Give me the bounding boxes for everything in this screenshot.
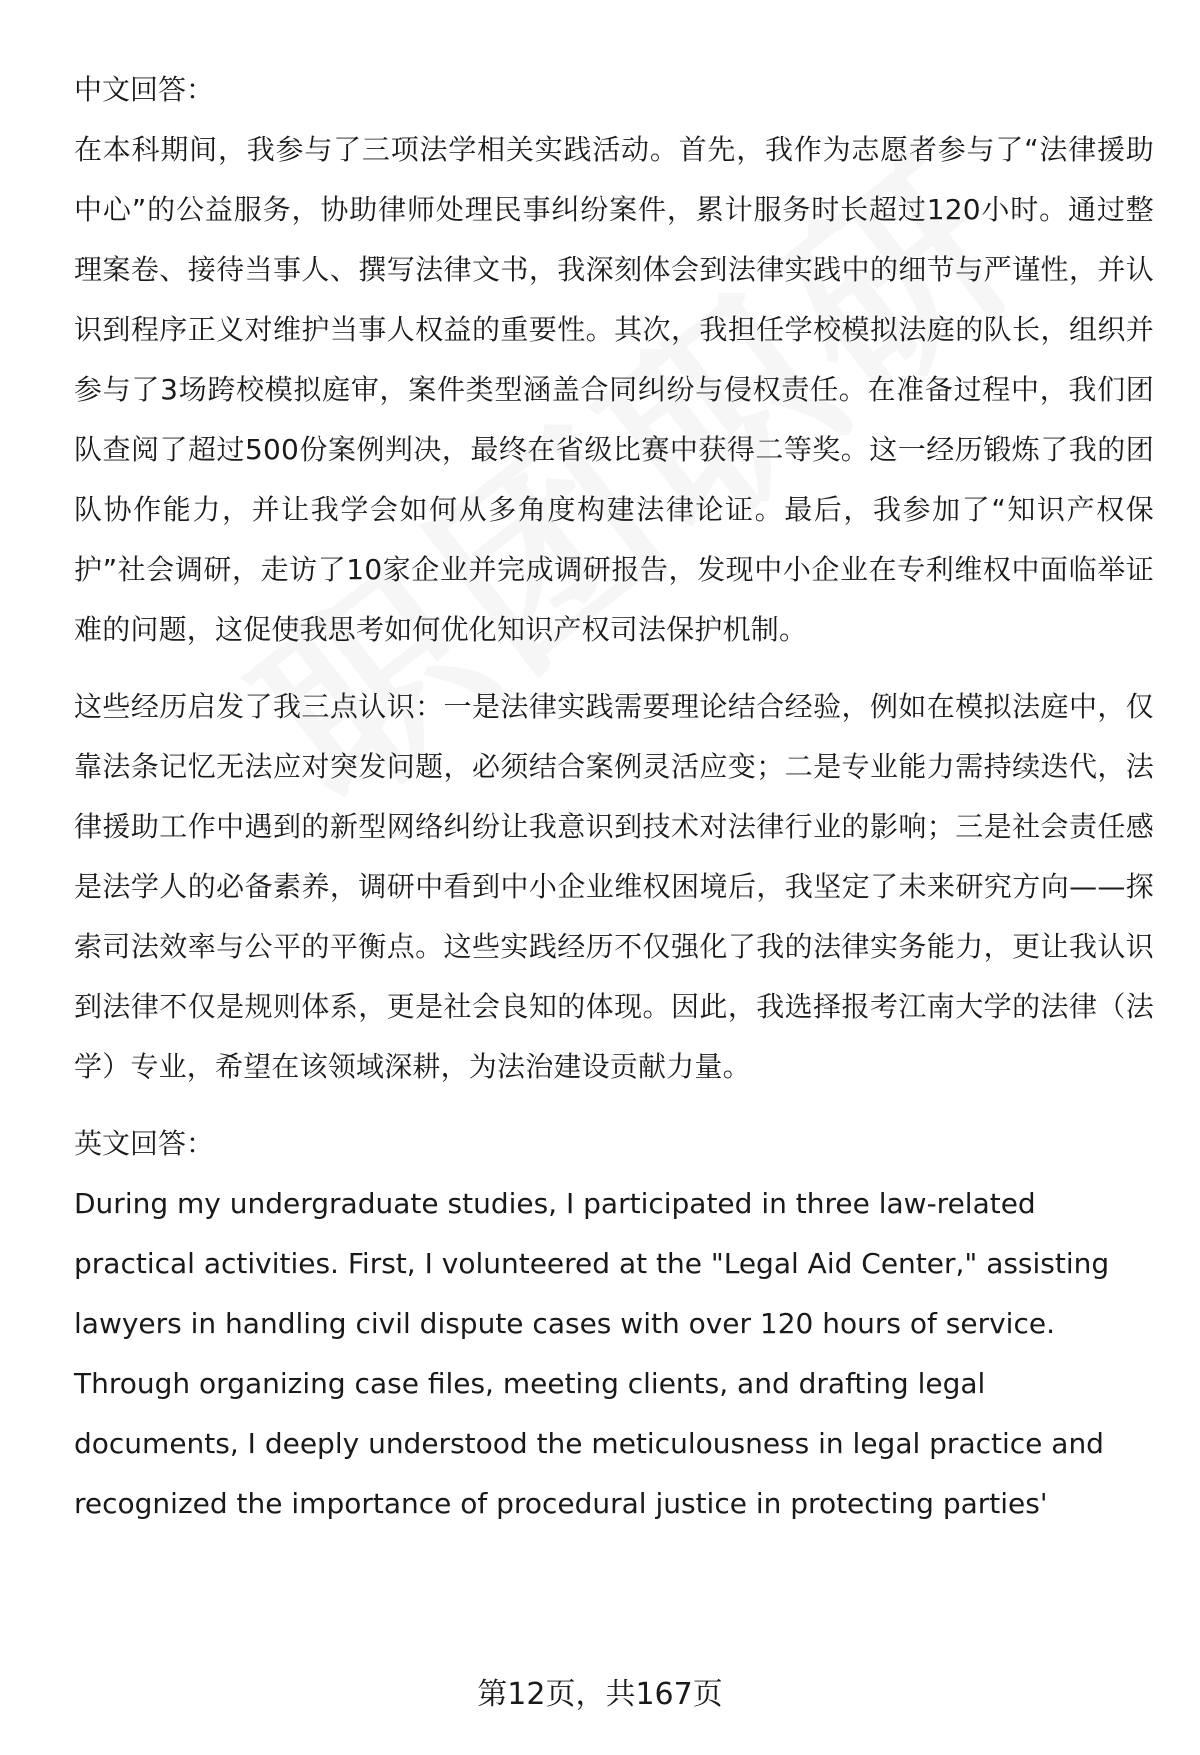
answer-content <box>74 60 1154 1534</box>
chinese-answer-paragraph-2: 这些经历启发了我三点认识：一是法律实践需要理论结合经验，例如在模拟法庭中，仅靠法条记忆无法应对突发问题，必须结合案例灵活应变；二是专业能力需持续迭代，法律援助工作中遇到的新型网络纠纷让我意识到技术对法律行业的影响；三是社会责任感是法学人的必备素养，调研中看到中小企业维权困境后，我坚定了未来研究方向——探索司法效率与公平的平衡点。这些实践经历不仅强化了我的法律实务能力，更让我认识到法律不仅是规则体系，更是社会良知的体现。因此，我选择报考江南大学的法律（法学）专业，希望在该领域深耕，为法治建设贡献力量。 <box>74 690 1154 1083</box>
chinese-answer-paragraph-1: 在本科期间，我参与了三项法学相关实践活动。首先，我作为志愿者参与了“法律援助中心”的公益服务，协助律师处理民事纠纷案件，累计服务时长超过120小时。通过整理案卷、接待当事人、撰写法律文书，我深刻体会到法律实践中的细节与严谨性，并认识到程序正义对维护当事人权益的重要性。其次，我担任学校模拟法庭的队长，组织并参与了3场跨校模拟庭审，案件类型涵盖合同纠纷与侵权责任。在准备过程中，我们团队查阅了超过500份案例判决，最终在省级比赛中获得二等奖。这一经历锻炼了我的团队协作能力，并让我学会如何从多角度构建法律论证。最后，我参加了“知识产权保护”社会调研，走访了10家企业并完成调研报告，发现中小企业在专利维权中面临举证难的问题，这促使我思考如何优化知识产权司法保护机制。 <box>74 133 1154 646</box>
page-number: 第12页，共167页 <box>477 1677 723 1712</box>
english-answer-paragraph-1: During my undergraduate studies, I participated in three law-related practical activities. First, I volunteered at the "Legal Aid Center," assisting lawyers in handling civil dispute cases with over 120 hours of service. Through organizing case files, meeting clients, and drafting legal documents, I deeply understood the meticulousness in legal practice and recognized the importance of procedural justice in protecting parties' <box>74 1187 1110 1520</box>
chinese-answer-heading: 中文回答： <box>74 73 215 106</box>
english-answer-heading: 英文回答： <box>74 1127 215 1160</box>
